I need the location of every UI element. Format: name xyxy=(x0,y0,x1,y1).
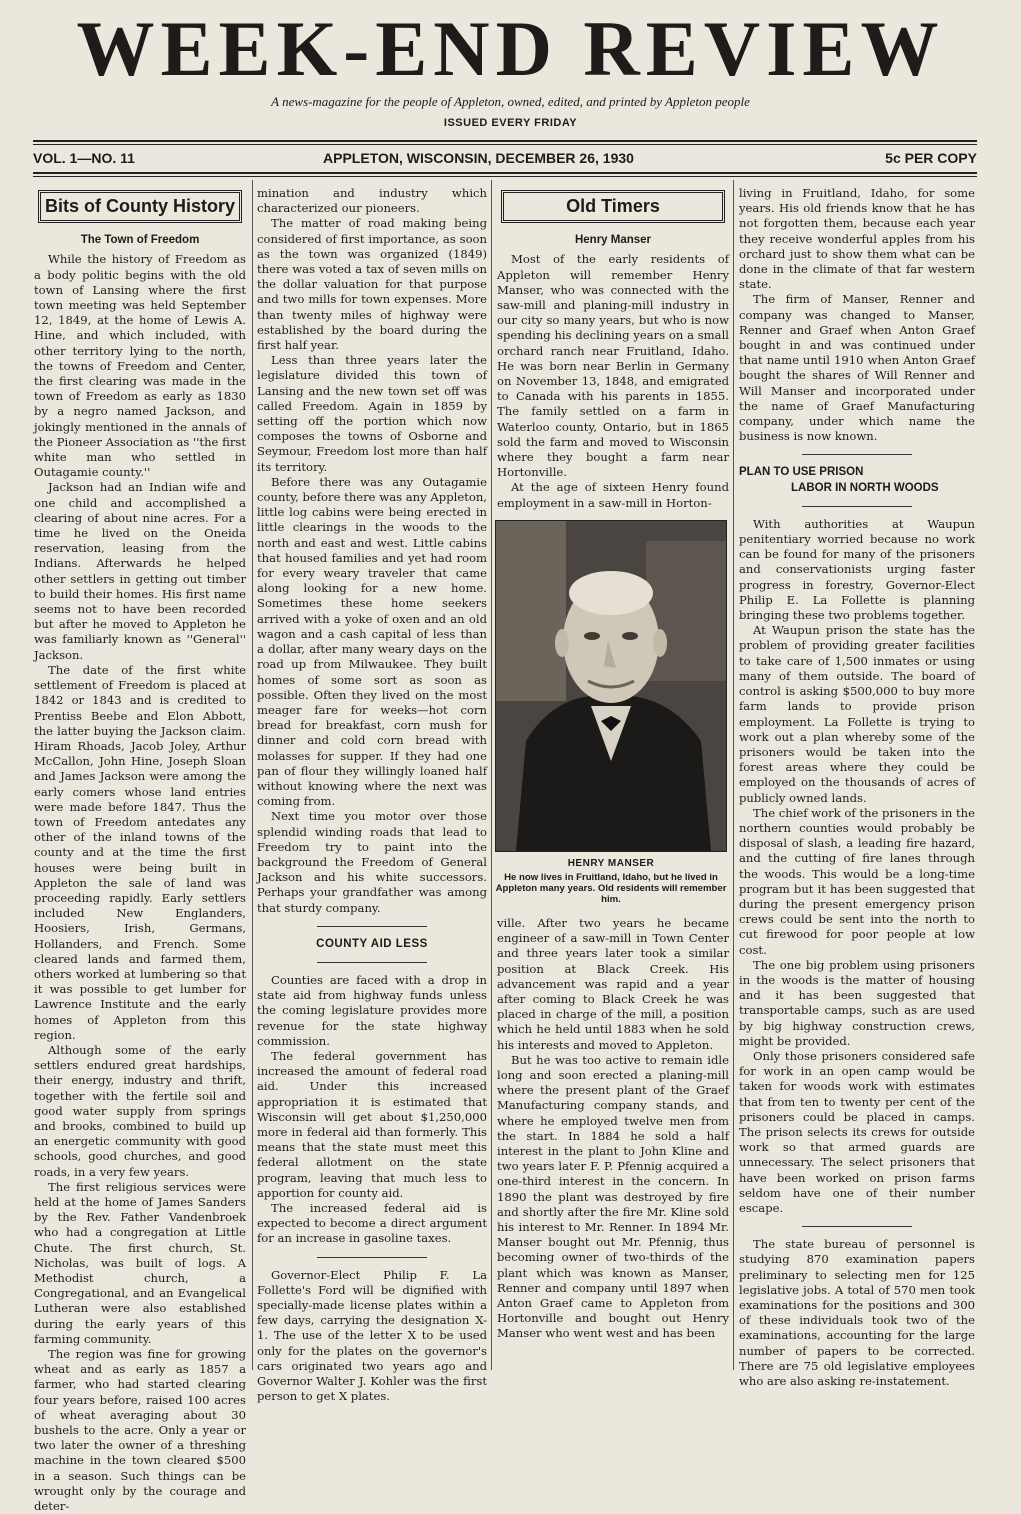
article-paragraph: The state bureau of personnel is studying 870 examination papers preliminary to selecting men for 125 legislative jobs. A total of 570 men took examinations for the positions and 300 of these individuals took two of the examinations, accounting for the large number of papers to be corrected. There are 75 old legislative employees who are also asking re-instatement. xyxy=(739,1237,975,1389)
column-4 xyxy=(739,186,975,1389)
dateline xyxy=(33,148,977,170)
divider xyxy=(802,454,912,455)
dateline-rule xyxy=(33,172,977,174)
divider xyxy=(317,962,427,963)
article-paragraph: With authorities at Waupun penitentiary worried because no work can be found for many of the prisoners and conservationists urging faster progress in forestry, Governor-Elect Philip E. La Follette is planning bringing these two problems together. xyxy=(739,516,975,623)
county-history-heading: Bits of County History xyxy=(38,190,242,223)
article-paragraph: living in Fruitland, Idaho, for some years. His old friends know that he has not forgotten them, because each year they receive wonderful apples from his orchard just to show them what can be done in the climate of that far western state. xyxy=(739,186,975,292)
portrait-photo xyxy=(495,520,727,852)
article-paragraph: Before there was any Outagamie county, before there was any Appleton, little log cabins were being erected in little clearings in the woods to the north and east and west. Little cabins that housed families and yet had room for every weary traveler that came along looking for a new home. Sometimes these home seekers arrived with a yoke of oxen and an old wagon and a cash capital of less than a dollar, after many weary days on the road up from Milwaukee. They built homes of some sort as soon as possible. Often they lived on the most meager fare for weeks—hot corn bread for breakfast, corn mush for dinner and cold corn bread with molasses for supper. If they had one pan of flour they willingly loaned half without knowing where the next was coming from. xyxy=(257,474,487,809)
article-paragraph: At Waupun prison the state has the problem of providing greater facilities to take care of 1,500 inmates or using many of them outside. The board of control is asking $500,000 to buy more farm lands to provide prison employment. La Follette is trying to work out a plan whereby some of the prisoners would be taken into the forest areas where they could be employed on the thousands of acres of publicly owned lands. xyxy=(739,623,975,805)
price: 5c PER COPY xyxy=(885,150,977,166)
article-paragraph: Jackson had an Indian wife and one child and accomplished a clearing of about nine acres. For a time he lived on the Oneida reservation, leasing from the Indians. Afterwards he helped other settlers in getting out timber to build their homes. His first name seems not to have been recorded but after he moved to Appleton he was familiarly known as ''General'' Jackson. xyxy=(34,480,246,662)
photo-caption-name: HENRY MANSER xyxy=(567,858,655,869)
top-rule-thin xyxy=(33,144,977,145)
column-1 xyxy=(34,186,246,1514)
article-paragraph: mination and industry which characterized our pioneers. xyxy=(257,186,487,216)
article-paragraph: ville. After two years he became engineer of a saw-mill in Town Center and three years later took a similar position at Black Creek. His advancement was rapid and a year after coming to Black Creek he was placed in charge of the mill, a position which he held until 1883 when he sold his interests and moved to Appleton. xyxy=(497,916,729,1052)
county-history-subheading: The Town of Freedom xyxy=(80,234,200,247)
photo-caption: He now lives in Fruitland, Idaho, but he lived in Appleton many years. Old residents will remember him. xyxy=(495,872,727,905)
portrait-illustration xyxy=(496,521,726,851)
article-paragraph: While the history of Freedom as a body politic begins with the old town of Lansing where the first town meeting was held September 12, 1849, at the home of Lewis A. Hine, and which included, with other territory lying to the north, the towns of Freedom and Center, the first clearing was made in the town of Freedom as early as 1830 by a negro named Jackson, and jokingly mentioned in the annals of the Pioneer Association as ''the first white man who settled in Outagamie county.'' xyxy=(34,252,246,480)
volume-number: VOL. 1—NO. 11 xyxy=(33,150,135,166)
article-paragraph: Counties are faced with a drop in state aid from highway funds unless the coming legislature provides more revenue for the state highway commission. xyxy=(257,972,487,1048)
column-2 xyxy=(257,186,487,1404)
article-paragraph: The one big problem using prisoners in the woods is the matter of housing and it has been suggested that transportable camps, such as are used by big highway construction crews, might be provided. xyxy=(739,957,975,1048)
article-paragraph: The first religious services were held at the home of James Sanders by the Rev. Father Vandenbroek who had a congregation at Little Chute. The first church, St. Nicholas, was built of logs. A Methodist church, a Congregational, and an Evangelical Lutheran were also established during the early years of this farming community. xyxy=(34,1179,246,1346)
column-divider xyxy=(491,180,492,1370)
divider xyxy=(317,926,427,927)
masthead xyxy=(0,6,1021,92)
article-paragraph: The region was fine for growing wheat and as early as 1857 a farmer, who had started clearing four years before, raised 100 acres of wheat averaging about 30 bushels to the acre. Only a year or two later the owner of a threshing machine in the town cleared $500 in a season. Such things can be wrought only by the courage and deter- xyxy=(34,1347,246,1514)
article-paragraph: Less than three years later the legislature divided this town of Lansing and the new town set off was called Freedom. Again in 1859 by setting off the portion which now composes the towns of Osborne and Seymour, Freedom lost more than half its territory. xyxy=(257,353,487,474)
prison-heading-line-2: LABOR IN NORTH WOODS xyxy=(791,481,939,494)
article-paragraph: The matter of road making being considered of first importance, as soon as the town was organized (1849) there was voted a tax of seven mills on the dollar valuation for that purpose and two mills for town expenses. More than twenty miles of highway were established by the board during the first half year. xyxy=(257,216,487,353)
tagline: A news-magazine for the people of Appleton, owned, edited, and printed by Appleton people xyxy=(271,94,750,109)
article-paragraph: Only those prisoners considered safe for work in an open camp would be taken for woods work with estimates that from ten to twenty per cent of the prisoners could be placed in camps. The prison selects its crews for outside work so that armed guards are unnecessary. The select prisoners that have been worked on prison farms seldom have one of their number escape. xyxy=(739,1048,975,1215)
dateline-rule-thin xyxy=(33,176,977,177)
newspaper-title: WEEK-END REVIEW xyxy=(76,5,945,92)
article-paragraph: Next time you motor over those splendid winding roads that lead to Freedom try to paint into the background the Freedom of General Jackson and his white successors. Perhaps your grandfather was among that sturdy company. xyxy=(257,809,487,915)
article-paragraph: The date of the first white settlement of Freedom is placed at 1842 or 1843 and is credited to Prentiss Beebe and Elon Abbott, the latter buying the Jackson claim. Hiram Rhoads, Jacob Joley, Arthur McCallon, John Hine, Joseph Sloan and James Jackson were among the early comers whose land entries were made before 1847. Thus the town of Freedom antedates any other of the inland towns of the county and at the time the first houses were being built in Appleton the sale of land was proceeding rapidly. Early settlers included New Englanders, Hoosiers, Irish, Germans, Hollanders, and French. Some cleared lands and farmed them, others worked at lumbering so that it was possible to get lumber for Lawrence Institute and the early homes of Appleton from this region. xyxy=(34,662,246,1042)
place-date: APPLETON, WISCONSIN, DECEMBER 26, 1930 xyxy=(323,150,634,166)
column-divider xyxy=(252,180,253,1370)
column-divider xyxy=(733,180,734,1370)
prison-labor-heading xyxy=(739,465,975,495)
article-paragraph: The increased federal aid is expected to become a direct argument for an increase in gasoline taxes. xyxy=(257,1201,487,1246)
article-paragraph: The chief work of the prisoners in the northern counties would probably be disposal of slash, a leading fire hazard, and the cutting of fire lanes through the woods. This would be a long-time program but it has been suggested that during the present emergency prison crews could be sent into the north to cut firewood for poor people at low cost. xyxy=(739,805,975,957)
county-aid-heading: COUNTY AID LESS xyxy=(316,937,428,950)
old-timers-heading: Old Timers xyxy=(501,190,725,223)
prison-heading-line-1: PLAN TO USE PRISON xyxy=(739,466,864,479)
article-paragraph: Governor-Elect Philip F. La Follette's Ford will be dignified with specially-made license plates within a few days, carrying the designation X-1. The use of the letter X to be used only for the plates on the governor's cars originated two years ago and Governor Walter J. Kohler was the first person to get X plates. xyxy=(257,1267,487,1404)
divider xyxy=(317,1257,427,1258)
top-rule xyxy=(33,140,977,142)
article-paragraph: The federal government has increased the amount of federal road aid. Under this increased appropriation it is estimated that Wisconsin will get about $1,250,000 more in federal aid than formerly. This means that the state must meet this federal allotment on the state program, leaving that much less to apportion for county aid. xyxy=(257,1048,487,1200)
article-paragraph: At the age of sixteen Henry found employment in a saw-mill in Horton- xyxy=(497,480,729,510)
column-3-bottom xyxy=(497,916,729,1371)
issued-line: ISSUED EVERY FRIDAY xyxy=(443,117,578,129)
divider xyxy=(802,506,912,507)
article-paragraph: Although some of the early settlers endured great hardships, their energy, industry and thrift, together with the fertile soil and good water supply from springs and brooks, combined to build up an energetic community with good schools, good churches, and good roads, in a very few years. xyxy=(34,1042,246,1179)
column-3-top xyxy=(497,186,729,510)
article-paragraph: But he was too active to remain idle long and soon erected a planing-mill where the present plant of the Graef Manufacturing company stands, and where he employed twelve men from the start. In 1884 he sold a half interest in the plant to John Kline and two years later F. P. Pfennig acquired a one-third interest in the concern. In 1890 the plant was destroyed by fire and shortly after the fire Mr. Kline sold his interest to Mr. Renner. In 1894 Mr. Manser bought out Mr. Pfennig, thus becoming owner of two-thirds of the plant which was known as Manser, Renner and company until 1897 when Anton Graef came to Appleton from Hortonville and bought out Henry Manser who went west and has been xyxy=(497,1052,729,1341)
old-timers-subheading: Henry Manser xyxy=(574,234,652,247)
article-paragraph: Most of the early residents of Appleton will remember Henry Manser, who was connected with the saw-mill and planing-mill industry in our city so many years, but who is now spending his declining years on a small orchard ranch near Fruitland, Idaho. He was born near Berlin in Germany on November 13, 1848, and emigrated to Canada with his parents in 1855. The family settled on a farm in Waterloo county, Ontario, but in 1865 sold the farm and moved to Wisconsin where they bought a farm near Hortonville. xyxy=(497,252,729,480)
divider xyxy=(802,1226,912,1227)
article-paragraph: The firm of Manser, Renner and company was changed to Manser, Renner and Graef when Anton Graef bought in and was continued under that name until 1910 when Anton Graef bought the shares of Will Renner and Will Manser and incorporated under the name of Graef Manufacturing company, under which name the business is now known. xyxy=(739,292,975,444)
